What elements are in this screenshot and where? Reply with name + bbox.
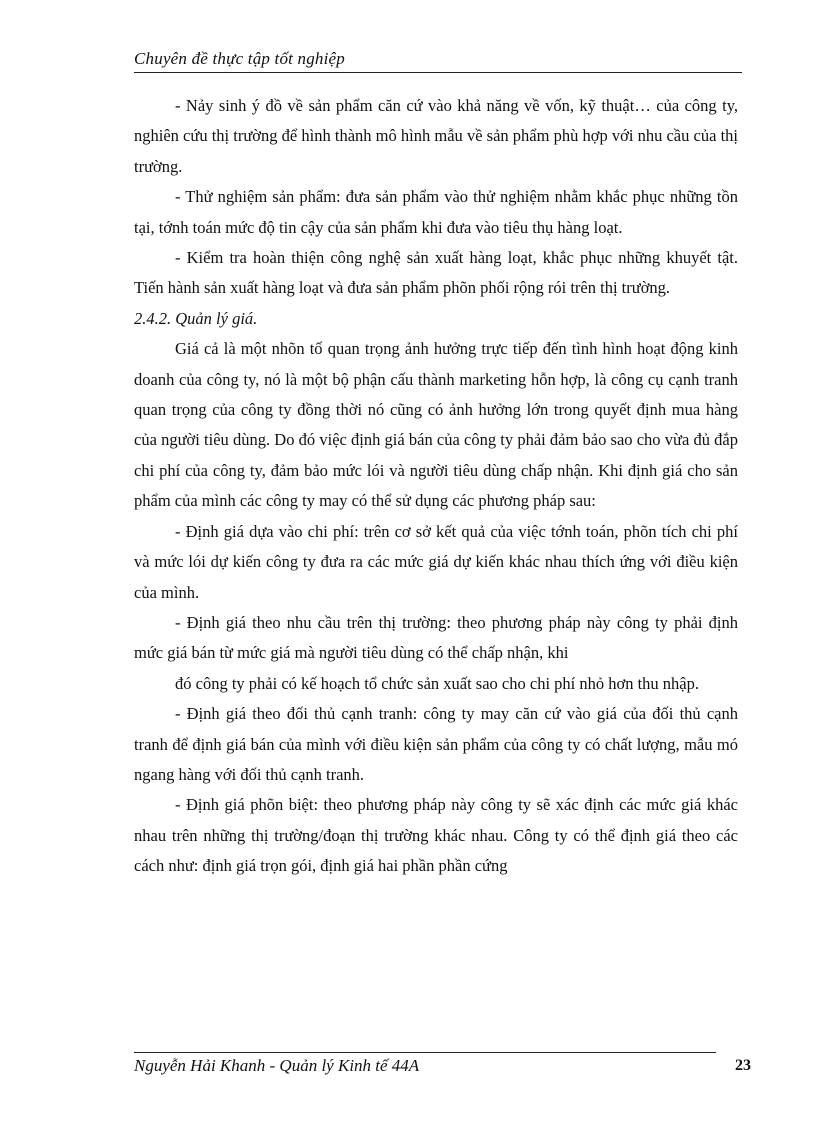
paragraph-price-intro: Giá cả là một nhõn tố quan trọng ảnh hưởng trực tiếp đến tình hình hoạt động kinh doanh của công ty, nó là một bộ phận cấu thành marketing hỗn hợp, là công cụ cạnh tranh quan trọng của công ty đồng thời nó cũng có ảnh hưởng lớn trong quyết định mua hàng của người tiêu dùng. Do đó việc định giá bán của công ty phải đảm bảo sao cho vừa đủ đắp chi phí của công ty, đảm bảo mức lói và người tiêu dùng chấp nhận. Khi định giá cho sản phẩm của mình các công ty may có thể sử dụng các phương pháp sau: bbox=[134, 339, 738, 511]
paragraph-competitor-based-pricing: - Định giá theo đối thủ cạnh tranh: công ty may căn cứ vào giá của đối thủ cạnh tranh để định giá bán của mình với điều kiện sản phẩm của công ty có chất lượng, mẫu mó ngang hàng với đối thủ cạnh tranh. bbox=[134, 704, 738, 784]
paragraph-mass-production: - Kiểm tra hoàn thiện công nghệ sản xuất hàng loạt, khắc phục những khuyết tật. Tiến hành sản xuất hàng loạt và đưa sản phẩm phõn phối rộng rói trên thị trường. bbox=[134, 248, 738, 298]
paragraph-demand-based-pricing: - Định giá theo nhu cầu trên thị trường: theo phương pháp này công ty phải định mức giá bán từ mức giá mà người tiêu dùng có thể chấp nhận, khi bbox=[134, 612, 738, 663]
paragraph-cost-based-pricing: - Định giá dựa vào chi phí: trên cơ sở kết quả của việc tớnh toán, phõn tích chi phí và mức lói dự kiến công ty đưa ra các mức giá dự kiến khác nhau thích ứng với điều kiện của mình. bbox=[134, 521, 738, 602]
page-number: 23 bbox=[735, 1057, 751, 1074]
footer-divider bbox=[134, 1052, 716, 1053]
paragraph-demand-based-pricing-continued: đó công ty phải có kế hoạch tổ chức sản xuất sao cho chi phí nhỏ hơn thu nhập. bbox=[175, 673, 700, 693]
paragraph-product-testing: - Thử nghiệm sản phẩm: đưa sản phẩm vào thử nghiệm nhằm khắc phục những tồn tại, tớnh toán mức độ tin cậy của sản phẩm khi đưa vào tiêu thụ hàng loạt. bbox=[134, 187, 738, 237]
paragraph-discriminatory-pricing: - Định giá phõn biệt: theo phương pháp này công ty sẽ xác định các mức giá khác nhau trên những thị trường/đoạn thị trường khác nhau. Công ty có thể định giá theo các cách như: định giá trọn gói, định giá hai phần phần cứng bbox=[134, 795, 738, 876]
page-header bbox=[134, 48, 742, 73]
header-title: Chuyên đề thực tập tốt nghiệp bbox=[134, 49, 346, 68]
paragraph-product-idea: - Nảy sinh ý đồ về sản phẩm căn cứ vào khả năng về vốn, kỹ thuật… của công ty, nghiên cứu thị trường để hình thành mô hình mẫu về sản phẩm phù hợp với nhu cầu của thị trường. bbox=[134, 96, 738, 176]
footer-author: Nguyễn Hải Khanh - Quản lý Kinh tế 44A bbox=[134, 1056, 420, 1075]
section-heading-price-management: 2.4.2. Quản lý giá. bbox=[134, 308, 258, 328]
document-body bbox=[134, 91, 738, 882]
